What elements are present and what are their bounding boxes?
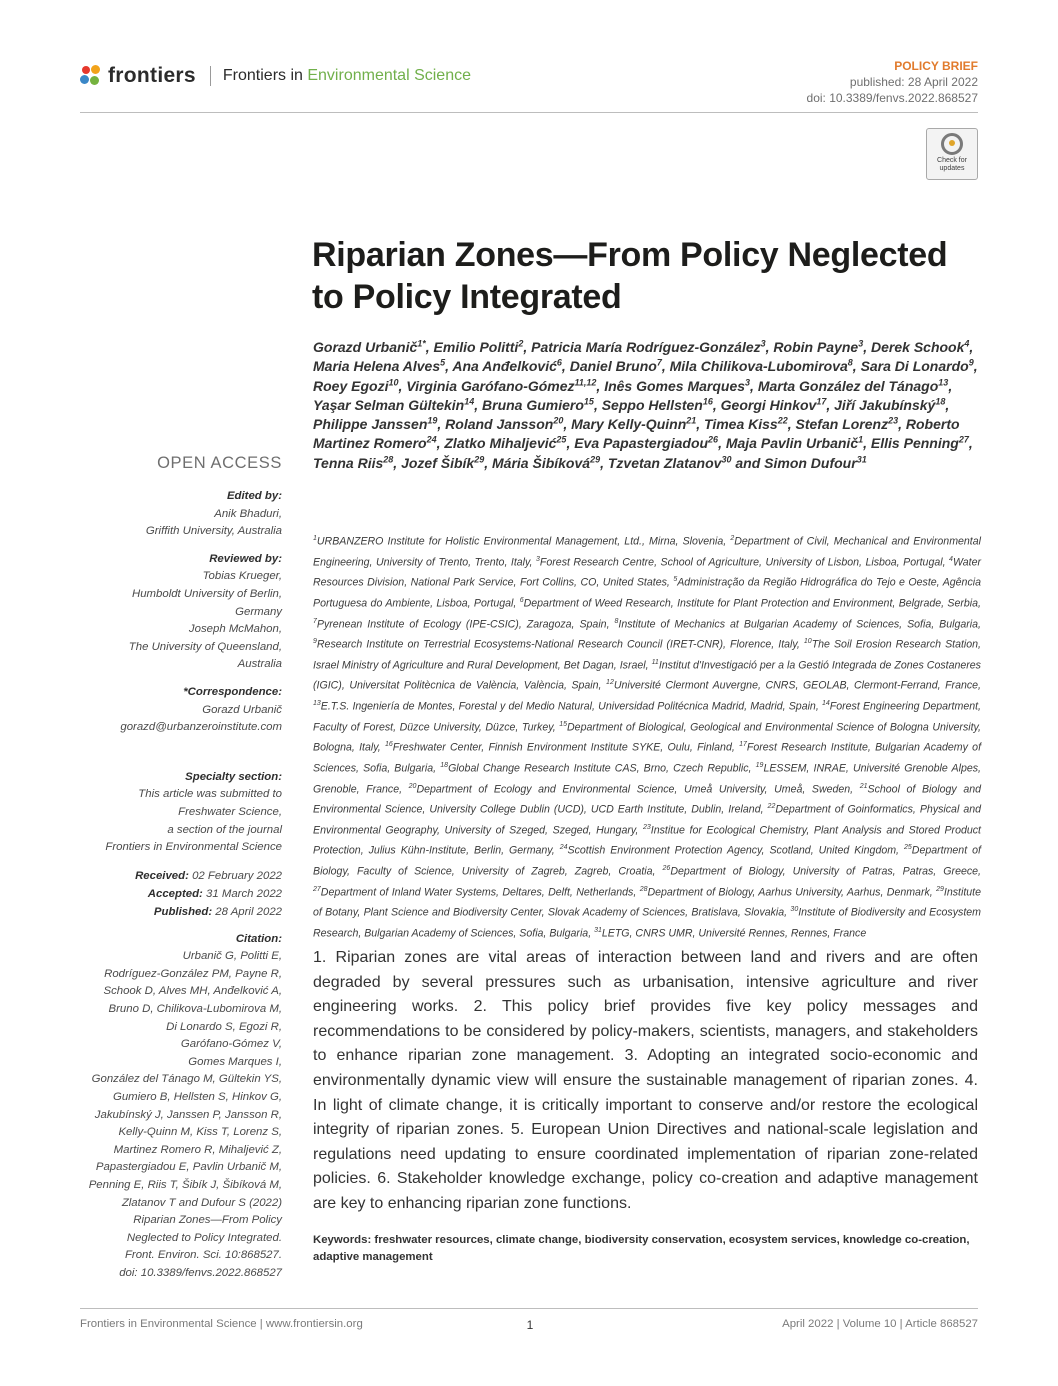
affiliation-number: 14 — [821, 700, 830, 707]
author-affiliation-sup: 31 — [856, 454, 867, 465]
reviewer-line: Tobias Krueger, — [202, 570, 282, 583]
specialty-line: Freshwater Science, — [178, 805, 282, 818]
author-name[interactable]: Zlatko Mihaljević — [444, 435, 557, 452]
author-list: Gorazd Urbanič$^{1*}$, Emilio Politti$^2$, Patricia María Rodríguez-González$^3$, Robin Payne$^3$, Derek Schook$^4$, Maria Helena Alves$^5$, Ana Anđelković$^6$, Daniel Bruno$^7$, Mila Chilikova-Lubomirova$^8$, Sara Di Lonardo$^9$, Roey Egozi$^{10}$, Virginia Garófano-Gómez$^{11,12}$, Inês Gomes Marques$^3$, Marta González del Tánago$^{13}$, Yaşar Selman Gültekin$^{14}$, Bruna Gumiero$^{15}$, Seppo Hellsten$^{16}$, Georgi Hinkov$^{17}$, Jiří Jakubínský$^{18}$, Philippe Janssen$^{19}$, Roland Jansson$^{20}$, Mary Kelly-Quinn$^{21}$, Timea Kiss$^{22}$, Stefan Lorenz$^{23}$, Roberto Martinez Romero$^{24}$, Zlatko Mihaljević$^{25}$, Eva Papastergiadou$^{26}$, Maja Pavlin Urbanič$^1$, Ellis Penning$^{27}$, Tenna Riis$^{28}$, Jozef Šibík$^{29}$, Mária Šibíková$^{29}$, Tzvetan Zlatanov$^{30}$ and Simon Dufour$^{31}$ — [313, 338, 978, 471]
author-name[interactable]: Stefan Lorenz — [795, 416, 889, 433]
affiliation-number: 26 — [662, 865, 671, 872]
keywords: Keywords: freshwater resources, climate change, biodiversity conservation, ecosystem services, knowledge co-creation, adaptive management — [313, 1234, 970, 1263]
author-affiliation-sup: 1 — [858, 434, 864, 445]
author-name[interactable]: Sara Di Lonardo — [860, 358, 969, 375]
affiliation-number: 24 — [559, 844, 568, 852]
affiliation-text: The Soil Erosion Research Station, Israel Ministry of Agriculture and Rural Development, Bet Dagan, Israel, — [313, 638, 981, 672]
affiliation-text: Department of Inland Water Systems, Deltares, Delft, Netherlands, — [320, 886, 640, 899]
citation-line: Gumiero B, Hellsten S, Hinkov G, — [112, 1091, 282, 1104]
author-affiliation-sup: 4 — [964, 338, 970, 349]
author-name[interactable]: Roey Egozi — [313, 377, 389, 394]
published-date-sidebar — [60, 903, 282, 921]
author-name[interactable]: Roland Jansson — [445, 416, 554, 433]
affiliation-list — [313, 530, 981, 943]
affiliation-number: 18 — [440, 761, 449, 769]
author-affiliation-sup: 24 — [426, 434, 437, 445]
editor-line: Anik Bhaduri, — [214, 507, 282, 520]
affiliation-text: Department of Biology, Aarhus University, Aarhus, Denmark, — [647, 886, 937, 899]
accepted-label: Accepted: — [147, 887, 203, 900]
footer-journal-link[interactable]: Frontiers in Environmental Science | www.frontiersin.org — [80, 1318, 363, 1330]
journal-name[interactable] — [223, 67, 471, 85]
author-affiliation-sup: 3 — [760, 338, 766, 349]
author-name[interactable]: Mária Šibíková — [492, 454, 591, 471]
affiliation-text: Department of Biological, Geological and Environmental Science of Bologna University, Bologna, Italy, — [313, 721, 981, 754]
author-affiliation-sup: 29 — [590, 454, 601, 465]
affiliation-number: 23 — [642, 823, 651, 831]
specialty-line: This article was submitted to — [138, 788, 282, 801]
affiliation-number: 29 — [936, 885, 944, 893]
footer-divider — [80, 1308, 978, 1309]
article-title: Riparian Zones—From Policy Neglected to Policy Integrated — [312, 236, 948, 316]
author-name[interactable]: Tzvetan Zlatanov — [607, 454, 722, 471]
specialty-line: Frontiers in Environmental Science — [105, 841, 282, 854]
affiliation-number: 19 — [755, 761, 764, 769]
reviewed-by-section — [60, 551, 282, 674]
logo-wordmark: frontiers — [108, 64, 196, 87]
affiliation-number: 22 — [767, 803, 776, 811]
citation-line: Front. Environ. Sci. 10:868527. — [124, 1249, 282, 1262]
editor-line: Griffith University, Australia — [145, 525, 282, 538]
correspondence-email[interactable]: gorazd@urbanzeroinstitute.com — [120, 721, 282, 734]
author-name[interactable]: Gorazd Urbanič — [313, 339, 418, 355]
specialty-section — [60, 769, 282, 857]
author-affiliation-sup: 2 — [518, 338, 524, 349]
frontiers-logo[interactable] — [80, 64, 471, 88]
author-affiliation-sup: 29 — [474, 454, 485, 465]
affiliation-text: LETG, CNRS UMR, Université Rennes, Rennes, France — [601, 927, 867, 940]
author-name[interactable]: Maria Helena Alves — [313, 358, 441, 375]
affiliation-number: 12 — [606, 679, 614, 687]
header-divider — [80, 112, 978, 113]
affiliation-number: 9 — [313, 638, 317, 646]
affiliation-number: 1 — [313, 535, 317, 542]
affiliation-number: 30 — [790, 906, 799, 914]
citation-line: Kelly-Quinn M, Kiss T, Lorenz S, — [118, 1126, 282, 1139]
author-name[interactable]: Ellis Penning — [870, 435, 959, 452]
author-affiliation-sup: 22 — [777, 415, 788, 426]
accepted-value: 31 March 2022 — [202, 887, 282, 900]
accepted-date — [60, 885, 282, 903]
author-affiliation-sup: 14 — [464, 396, 475, 407]
author-affiliation-sup: 9 — [968, 357, 974, 368]
citation-line: Penning E, Riis T, Šibík J, Šibíková M, — [88, 1179, 282, 1191]
author-name[interactable]: Emilio Politti — [433, 339, 519, 355]
citation-line: Neglected to Policy Integrated. — [126, 1231, 282, 1244]
check-for-updates-label: Check for updates — [937, 157, 967, 172]
author-name[interactable]: Derek Schook — [871, 339, 965, 355]
affiliation-text: Institute of Biodiversity and Ecosystem Research, Bulgarian Academy of Sciences, Sofia, Bulgaria, — [313, 906, 981, 940]
affiliation-text: Department of Civil, Mechanical and Environmental Engineering, University of Trento, Trento, Italy, — [313, 535, 981, 569]
published-date: published: 28 April 2022 — [849, 75, 978, 89]
author-name[interactable]: Robin Payne — [773, 339, 859, 355]
citation-line: Jakubínský J, Janssen P, Jansson R, — [94, 1108, 282, 1121]
affiliation-number: 13 — [313, 700, 321, 707]
affiliation-number: 31 — [594, 926, 602, 934]
citation-line: Zlatanov T and Dufour S (2022) — [121, 1196, 282, 1209]
affiliation-text: Administração da Região Hidrográfica do Tejo e Oeste, Agência Portuguesa do Ambiente, Lisboa, Portugal, — [313, 576, 981, 610]
article-type: POLICY BRIEF — [894, 59, 978, 73]
received-value: 02 February 2022 — [188, 869, 282, 882]
affiliation-text: Université Clermont Auvergne, CNRS, GEOLAB, Clermont-Ferrand, France, — [613, 679, 981, 692]
author-name[interactable]: Daniel Bruno — [569, 358, 657, 375]
author-name[interactable]: Jiří Jakubínský — [834, 396, 936, 413]
affiliation-number: 17 — [739, 741, 747, 749]
affiliation-text: Department of Ecology and Environmental Science, Umeå University, Umeå, Sweden, — [416, 783, 860, 796]
citation-line: Bruno D, Chilikova-Lubomirova M, — [108, 1003, 282, 1016]
crossmark-icon — [941, 133, 963, 155]
author-affiliation-sup: 27 — [958, 434, 969, 445]
affiliation-number: 27 — [313, 885, 321, 893]
affiliation-text: Department of Weed Research, Institute for Plant Protection and Environment, Belgrade, Serbia, — [523, 597, 981, 610]
affiliation-text: Department of Biology, University of Patras, Patras, Greece, — [670, 865, 981, 878]
reviewer-line: The University of Queensland, — [128, 640, 282, 653]
affiliation-text: Institue for Ecological Chemistry, Plant Analysis and Stored Product Protection, Julius Kühn-Institute, Berlin, Germany, — [313, 824, 981, 857]
affiliation-text: Institute of Botany, Plant Science and Biodiversity Center, Slovak Academy of Sciences, Bratislava, Slovakia, — [313, 886, 981, 919]
correspondence-heading: *Correspondence: — [183, 685, 282, 698]
affiliation-number: 21 — [859, 782, 868, 790]
affiliation-number: 7 — [313, 617, 317, 625]
citation-line: Riparian Zones—From Policy — [133, 1214, 282, 1227]
logo-divider — [210, 66, 211, 86]
abstract: 1. Riparian zones are vital areas of interaction between land and rivers and are often degraded by several pressures such as urbanisation, intensive agriculture and river engineering works. 2. This policy brief provides five key policy messages and recommendations to be considered by policy-makers, scientists, managers, and stakeholders to enhance riparian zone management. 3. Adopting an integrated socio-economic and environmentally dynamic view will ensure the sustainable management of riparian zones. 4. In light of climate change, it is critically important to conserve and/or restore the ecological integrity of riparian zones. 5. European Union Directives and national-scale legislation and regulations need updating to ensure coordinated implementation of riparian zone-related policies. 6. Stakeholder knowledge exchange, policy co-creation and adaptive management are key to enhancing riparian zone functions. — [313, 949, 978, 1212]
affiliation-text: Freshwater Center, Finnish Environment Institute SYKE, Oulu, Finland, — [392, 741, 740, 754]
author-affiliation-sup: 19 — [427, 415, 438, 426]
author-affiliation-sup: 15 — [583, 396, 594, 407]
affiliation-number: 16 — [384, 741, 393, 749]
journal-name-accent: Environmental Science — [307, 67, 471, 84]
author-affiliation-sup: 3 — [745, 376, 751, 387]
author-name[interactable]: Jozef Šibík — [401, 454, 475, 471]
author-affiliation-sup: 8 — [847, 357, 853, 368]
author-name[interactable]: Philippe Janssen — [313, 416, 428, 433]
author-name[interactable]: Ana Anđelković — [452, 358, 557, 375]
author-name[interactable]: Georgi Hinkov — [720, 396, 817, 413]
author-name[interactable]: Bruna Gumiero — [482, 396, 584, 413]
author-affiliation-sup: 25 — [556, 434, 567, 445]
page-number: 1 — [526, 1318, 534, 1332]
citation-line: Schook D, Alves MH, Anđelković A, — [103, 985, 282, 998]
author-name[interactable]: Virginia Garófano-Gómez — [406, 377, 575, 394]
author-name[interactable]: Seppo Hellsten — [601, 396, 703, 413]
author-affiliation-sup: 5 — [440, 357, 446, 368]
reviewed-by-heading: Reviewed by: — [209, 552, 282, 565]
author-name[interactable]: Yaşar Selman Gültekin — [313, 396, 465, 413]
citation-section — [60, 931, 282, 1283]
author-name[interactable]: Maja Pavlin Urbanič — [725, 435, 859, 452]
affiliation-number: 28 — [639, 885, 648, 893]
author-name[interactable]: Patricia María Rodríguez-González — [531, 339, 761, 355]
author-affiliation-sup: 18 — [935, 396, 946, 407]
affiliation-text: URBANZERO Institute for Holistic Environmental Management, Ltd., Mirna, Slovenia, — [316, 535, 731, 548]
author-affiliation-sup: 16 — [702, 396, 713, 407]
affiliation-text: Forest Research Institute, Bulgarian Academy of Sciences, Sofia, Bulgaria, — [313, 741, 982, 775]
affiliation-text: School of Biology and Environmental Science, University College Dublin (UCD), UCD Earth Institute, Dublin, Ireland, — [313, 783, 981, 816]
affiliation-text: Scottish Environment Protection Agency, Scotland, United Kingdom, — [567, 844, 904, 857]
affiliation-text: Research Institute on Terrestrial Ecosystems-National Research Council (IRET-CNR), Florence, Italy, — [316, 638, 804, 651]
author-affiliation-sup: 20 — [553, 415, 564, 426]
affiliation-number: 4 — [949, 555, 953, 563]
author-affiliation-sup: 21 — [686, 415, 697, 426]
author-affiliation-sup: 11,12 — [574, 376, 597, 387]
affiliation-text: Institute of Mechanics at Bulgarian Academy of Sciences, Sofia, Bulgaria, — [618, 618, 981, 631]
affiliation-text: Pyrenean Institute of Ecology (IPE-CSIC), Zaragoza, Spain, — [316, 618, 615, 631]
specialty-line: a section of the journal — [167, 823, 282, 836]
affiliation-text: Forest Research Centre, School of Agriculture, University of Lisbon, Lisboa, Portugal, — [539, 556, 950, 569]
citation-lines — [60, 948, 282, 1282]
author-name[interactable]: Tenna Riis — [313, 454, 384, 471]
reviewer-line: Australia — [237, 658, 282, 671]
citation-line: doi: 10.3389/fenvs.2022.868527 — [119, 1266, 282, 1279]
received-label: Received: — [135, 869, 189, 882]
citation-line: Gomes Marques I, — [188, 1055, 282, 1068]
edited-by-section — [60, 488, 282, 541]
published-value: 28 April 2022 — [212, 905, 282, 918]
author-name[interactable]: Timea Kiss — [704, 416, 778, 433]
author-affiliation-sup: 10 — [388, 376, 399, 387]
affiliation-number: 25 — [904, 844, 912, 852]
dates-section — [60, 867, 282, 921]
author-affiliation-sup: 7 — [656, 357, 662, 368]
specialty-heading: Specialty section: — [185, 770, 282, 783]
author-name[interactable]: Mary Kelly-Quinn — [571, 416, 687, 433]
check-for-updates-button[interactable] — [926, 128, 978, 180]
author-affiliation-sup: 3 — [858, 338, 864, 349]
author-affiliation-sup: 13 — [938, 376, 949, 387]
article-doi[interactable]: doi: 10.3389/fenvs.2022.868527 — [806, 91, 978, 105]
reviewer-line: Joseph McMahon, — [188, 623, 282, 636]
affiliation-number: 5 — [673, 576, 678, 584]
affiliation-number: 10 — [803, 638, 812, 646]
open-access-label: OPEN ACCESS — [157, 454, 282, 472]
affiliation-number: 20 — [408, 782, 417, 790]
affiliation-text: Institut d'Investigació per a la Gestió Integrada de Zones Costaneres (IGIC), Universitat Politècnica de València, València, Spain, — [313, 659, 981, 692]
frontiers-mark-icon — [80, 65, 102, 87]
received-date — [60, 867, 282, 885]
published-label: Published: — [153, 905, 213, 918]
journal-name-prefix: Frontiers in — [222, 67, 308, 84]
author-affiliation-sup: 6 — [556, 357, 562, 368]
article-sidebar — [60, 488, 282, 1293]
affiliation-text: E.T.S. Ingeniería de Montes, Forestal y del Medio Natural, Universidad Politécnica Madrid, Madrid, Spain, — [320, 700, 822, 713]
author-name[interactable]: Simon Dufour — [764, 454, 857, 471]
article-meta — [807, 58, 978, 106]
citation-line: Di Lonardo S, Egozi R, — [166, 1020, 282, 1033]
author-name[interactable]: Eva Papastergiadou — [574, 435, 709, 452]
author-affiliation-sup: 28 — [383, 454, 394, 465]
author-affiliation-sup: 17 — [816, 396, 827, 407]
affiliation-number: 15 — [559, 720, 568, 728]
citation-line: Rodríguez-González PM, Payne R, — [104, 967, 282, 980]
citation-line: González del Tánago M, Gültekin YS, — [91, 1073, 282, 1086]
affiliation-text: Department of Goinformatics, Physical and Environmental Geography, University of Szeged, Szeged, Hungary, — [313, 803, 981, 837]
author-name[interactable]: Inês Gomes Marques — [604, 377, 746, 394]
affiliation-text: Global Change Research Institute CAS, Brno, Czech Republic, — [448, 762, 756, 775]
affiliation-number: 3 — [536, 555, 540, 563]
author-affiliation-sup: 26 — [708, 434, 719, 445]
citation-line: Garófano-Gómez V, — [180, 1038, 282, 1051]
reviewer-line: Humboldt University of Berlin, — [131, 587, 282, 600]
citation-heading: Citation: — [235, 932, 282, 945]
affiliation-number: 2 — [730, 535, 735, 542]
author-name[interactable]: Roberto Martinez Romero — [313, 416, 960, 452]
affiliation-number: 8 — [614, 617, 619, 625]
affiliation-text: Department of Biology, Faculty of Science, University of Zagreb, Zagreb, Croatia, — [313, 844, 981, 878]
edited-by-heading: Edited by: — [226, 490, 282, 502]
author-name[interactable]: Marta González del Tánago — [757, 377, 939, 394]
affiliation-text: Water Resources Division, National Park Service, Fort Collins, CO, United States, — [313, 556, 982, 589]
affiliation-text: Forest Engineering Department, Faculty of Forest, Düzce University, Düzce, Turkey, — [313, 700, 981, 734]
footer-issue-info: April 2022 | Volume 10 | Article 868527 — [782, 1318, 978, 1330]
affiliation-text: LESSEM, INRAE, Université Grenoble Alpes, Grenoble, France, — [313, 762, 981, 796]
citation-line: Urbanič G, Politti E, — [182, 950, 282, 963]
correspondence-section — [60, 684, 282, 737]
citation-line: Martinez Romero R, Mihaljević Z, — [113, 1143, 282, 1156]
correspondence-name: Gorazd Urbanič — [202, 703, 282, 716]
author-affiliation-sup: 1* — [417, 338, 426, 349]
citation-line: Papastergiadou E, Pavlin Urbanič M, — [95, 1161, 282, 1174]
reviewer-line: Germany — [235, 605, 282, 618]
author-affiliation-sup: 30 — [721, 454, 732, 465]
author-name[interactable]: Mila Chilikova-Lubomirova — [669, 358, 848, 375]
affiliation-number: 11 — [651, 658, 659, 666]
author-affiliation-sup: 23 — [888, 415, 899, 426]
affiliation-number: 6 — [519, 596, 524, 604]
